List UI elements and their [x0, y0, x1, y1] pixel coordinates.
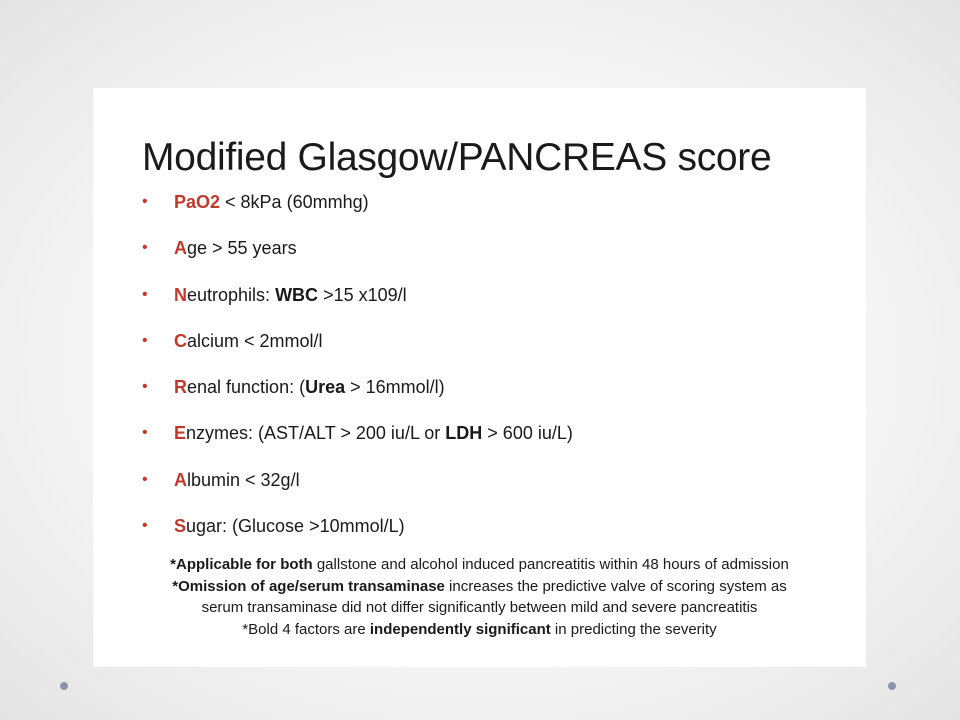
- bullet-dot-icon: •: [142, 285, 148, 303]
- slide-panel: [93, 88, 866, 667]
- criterion-text: [174, 376, 445, 398]
- footnote-transaminase: [93, 597, 866, 619]
- footnote-emphasis: *Omission of age/serum transaminase: [172, 577, 445, 595]
- footnote-text-post: in predicting the severity: [550, 620, 717, 638]
- criterion-detail-post: > 16mmol/l): [345, 377, 445, 398]
- criterion-calcium: [139, 330, 573, 376]
- criterion-keyword: PaO2: [174, 192, 221, 212]
- criterion-initial: E: [174, 423, 187, 444]
- bullet-dot-icon: •: [142, 517, 148, 535]
- footnote-significance: [93, 619, 866, 641]
- criterion-detail-pre: nzymes: (AST/ALT > 200 iu/L or: [186, 423, 446, 444]
- criterion-keyword: LDH: [445, 423, 483, 444]
- criterion-initial: R: [174, 377, 187, 398]
- nav-dot-icon: [60, 682, 68, 690]
- criterion-detail: lbumin < 32g/l: [187, 469, 300, 490]
- slide-title: Modified Glasgow/PANCREAS score: [142, 136, 772, 179]
- criterion-neutrophils: [139, 284, 573, 330]
- criterion-text: [174, 422, 573, 444]
- criterion-detail: < 8kPa (60mmhg): [220, 192, 369, 212]
- criterion-renal: [139, 376, 573, 422]
- criterion-keyword: Urea: [305, 377, 346, 398]
- criterion-detail: ge > 55 years: [187, 238, 297, 259]
- criterion-initial: A: [174, 469, 187, 490]
- criterion-initial: S: [174, 516, 187, 537]
- footnote-text: increases the predictive valve of scoring system as: [444, 577, 787, 595]
- footnote-omission: [93, 576, 866, 598]
- footnote-emphasis: *Applicable for both: [170, 556, 313, 573]
- footnote-text-pre: *Bold 4 factors are: [242, 620, 370, 638]
- bullet-dot-icon: •: [142, 424, 148, 442]
- bullet-dot-icon: •: [142, 470, 148, 488]
- criterion-detail: ugar: (Glucose >10mmol/L): [186, 516, 405, 537]
- footnote-text: gallstone and alcohol induced pancreatitis within 48 hours of admission: [312, 556, 789, 573]
- bullet-dot-icon: •: [142, 331, 148, 349]
- footnote-text: serum transaminase did not differ significantly between mild and severe pancreatitis: [201, 599, 758, 616]
- criterion-text: [174, 515, 405, 537]
- criterion-text: [174, 191, 369, 213]
- footnote-emphasis: independently significant: [369, 620, 551, 638]
- bullet-dot-icon: •: [142, 239, 148, 257]
- footnote-applicability: [93, 554, 866, 576]
- bullet-dot-icon: •: [142, 378, 148, 396]
- criterion-albumin: [139, 469, 573, 515]
- criteria-list: [139, 191, 573, 561]
- criterion-detail-post: >15 x109/l: [318, 284, 407, 305]
- criterion-detail-pre: eutrophils:: [187, 284, 276, 305]
- criterion-initial: C: [174, 330, 187, 351]
- criterion-age: [139, 237, 573, 283]
- criterion-initial: N: [174, 284, 187, 305]
- criterion-text: [174, 237, 297, 259]
- nav-dot-icon: [888, 682, 896, 690]
- criterion-keyword: WBC: [275, 284, 319, 305]
- bullet-dot-icon: •: [142, 193, 148, 210]
- criterion-text: [174, 469, 300, 491]
- criterion-detail: alcium < 2mmol/l: [187, 330, 323, 351]
- criterion-text: [174, 330, 323, 352]
- criterion-pao2: [139, 191, 573, 237]
- criterion-text: [174, 284, 407, 306]
- criterion-enzymes: [139, 422, 573, 468]
- criterion-detail-post: > 600 iu/L): [482, 423, 573, 444]
- criterion-initial: A: [174, 238, 187, 259]
- footnotes: [93, 554, 866, 640]
- criterion-detail-pre: enal function: (: [187, 377, 306, 398]
